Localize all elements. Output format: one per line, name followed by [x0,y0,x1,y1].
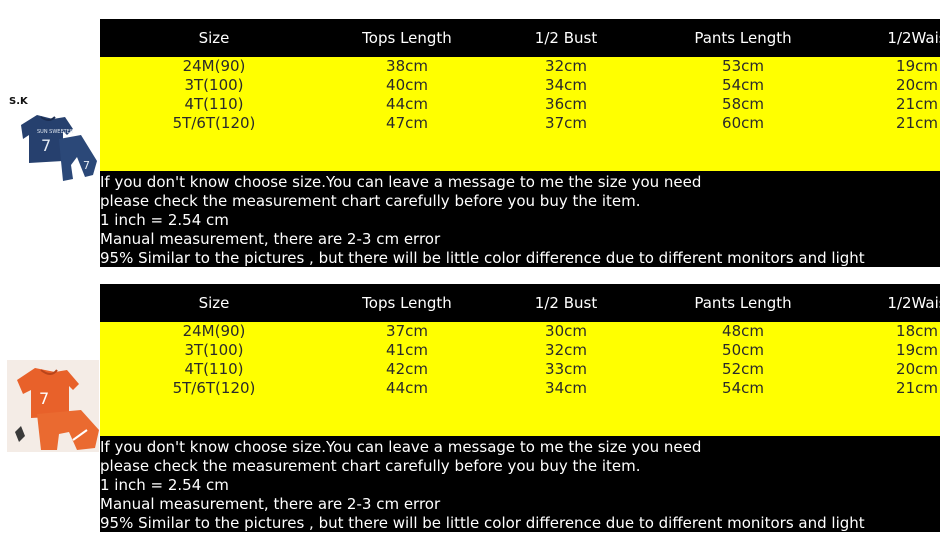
note-line: If you don't know choose size.You can leave a message to me the size you need [100,173,702,191]
svg-text:SUN SWEETER: SUN SWEETER [37,129,74,135]
cell-half-bust: 34cm [545,76,587,94]
cell-half-bust: 37cm [545,114,587,132]
cell-half-bust: 33cm [545,360,587,378]
cell-pants-length: 54cm [722,76,764,94]
table-header [100,19,947,57]
product-thumbnail-orange [7,360,99,452]
cell-pants-length: 53cm [722,57,764,75]
header-tops-length: Tops Length [362,29,452,47]
navy-tracksuit-icon [7,95,99,187]
note-line: 1 inch = 2.54 cm [100,476,229,494]
table-row [100,379,940,398]
header-size: Size [198,29,230,47]
header-half-waist: 1/2Wais [887,294,947,312]
header-tops-length: Tops Length [362,294,452,312]
cell-size: 5T/6T(120) [172,379,256,397]
cell-pants-length: 54cm [722,379,764,397]
cell-half-waist: 21cm [896,114,938,132]
cell-tops-length: 44cm [386,95,428,113]
cell-half-bust: 32cm [545,57,587,75]
cell-pants-length: 48cm [722,322,764,340]
table-row [100,322,940,341]
table-header [100,284,947,322]
cell-pants-length: 50cm [722,341,764,359]
cell-half-bust: 32cm [545,341,587,359]
cell-tops-length: 44cm [386,379,428,397]
svg-text:7: 7 [39,389,50,408]
table-row [100,341,940,360]
cell-half-waist: 21cm [896,95,938,113]
note-line: 1 inch = 2.54 cm [100,211,229,229]
cell-tops-length: 41cm [386,341,428,359]
note-line: Manual measurement, there are 2-3 cm error [100,230,441,248]
cell-half-bust: 34cm [545,379,587,397]
table-row [100,57,940,76]
note-line: please check the measurement chart carefully before you buy the item. [100,457,641,475]
note-line: If you don't know choose size.You can leave a message to me the size you need [100,438,702,456]
note-line: 95% Similar to the pictures , but there will be little color difference due to different monitors and light [100,249,865,267]
size-table-body [100,322,940,436]
cell-half-waist: 19cm [896,341,938,359]
cell-size: 3T(100) [184,76,244,94]
header-half-waist: 1/2Wais [887,29,947,47]
cell-tops-length: 42cm [386,360,428,378]
note-line: Manual measurement, there are 2-3 cm error [100,495,441,513]
cell-half-bust: 36cm [545,95,587,113]
header-pants-length: Pants Length [694,29,792,47]
orange-tracksuit-icon [7,360,99,452]
cell-pants-length: 52cm [722,360,764,378]
cell-size: 24M(90) [182,322,246,340]
note-line: 95% Similar to the pictures , but there will be little color difference due to different monitors and light [100,514,865,532]
header-pants-length: Pants Length [694,294,792,312]
brand-logo: S.K [9,96,28,107]
cell-half-waist: 21cm [896,379,938,397]
cell-pants-length: 58cm [722,95,764,113]
cell-size: 3T(100) [184,341,244,359]
header-size: Size [198,294,230,312]
cell-half-waist: 20cm [896,76,938,94]
cell-size: 4T(110) [184,95,244,113]
cell-half-waist: 18cm [896,322,938,340]
cell-pants-length: 60cm [722,114,764,132]
cell-size: 4T(110) [184,360,244,378]
cell-tops-length: 38cm [386,57,428,75]
cell-size: 24M(90) [182,57,246,75]
cell-tops-length: 47cm [386,114,428,132]
size-table-body [100,57,940,171]
note-line: please check the measurement chart carefully before you buy the item. [100,192,641,210]
cell-size: 5T/6T(120) [172,114,256,132]
header-half-bust: 1/2 Bust [534,29,598,47]
product-thumbnail-navy [7,95,99,187]
table-row [100,360,940,379]
cell-tops-length: 40cm [386,76,428,94]
cell-half-waist: 19cm [896,57,938,75]
svg-text:7: 7 [41,136,52,155]
cell-tops-length: 37cm [386,322,428,340]
notes-block [100,436,940,532]
notes-block [100,171,940,267]
header-half-bust: 1/2 Bust [534,294,598,312]
table-row [100,114,940,133]
svg-text:7: 7 [83,159,90,172]
cell-half-bust: 30cm [545,322,587,340]
cell-half-waist: 20cm [896,360,938,378]
table-row [100,95,940,114]
table-row [100,76,940,95]
